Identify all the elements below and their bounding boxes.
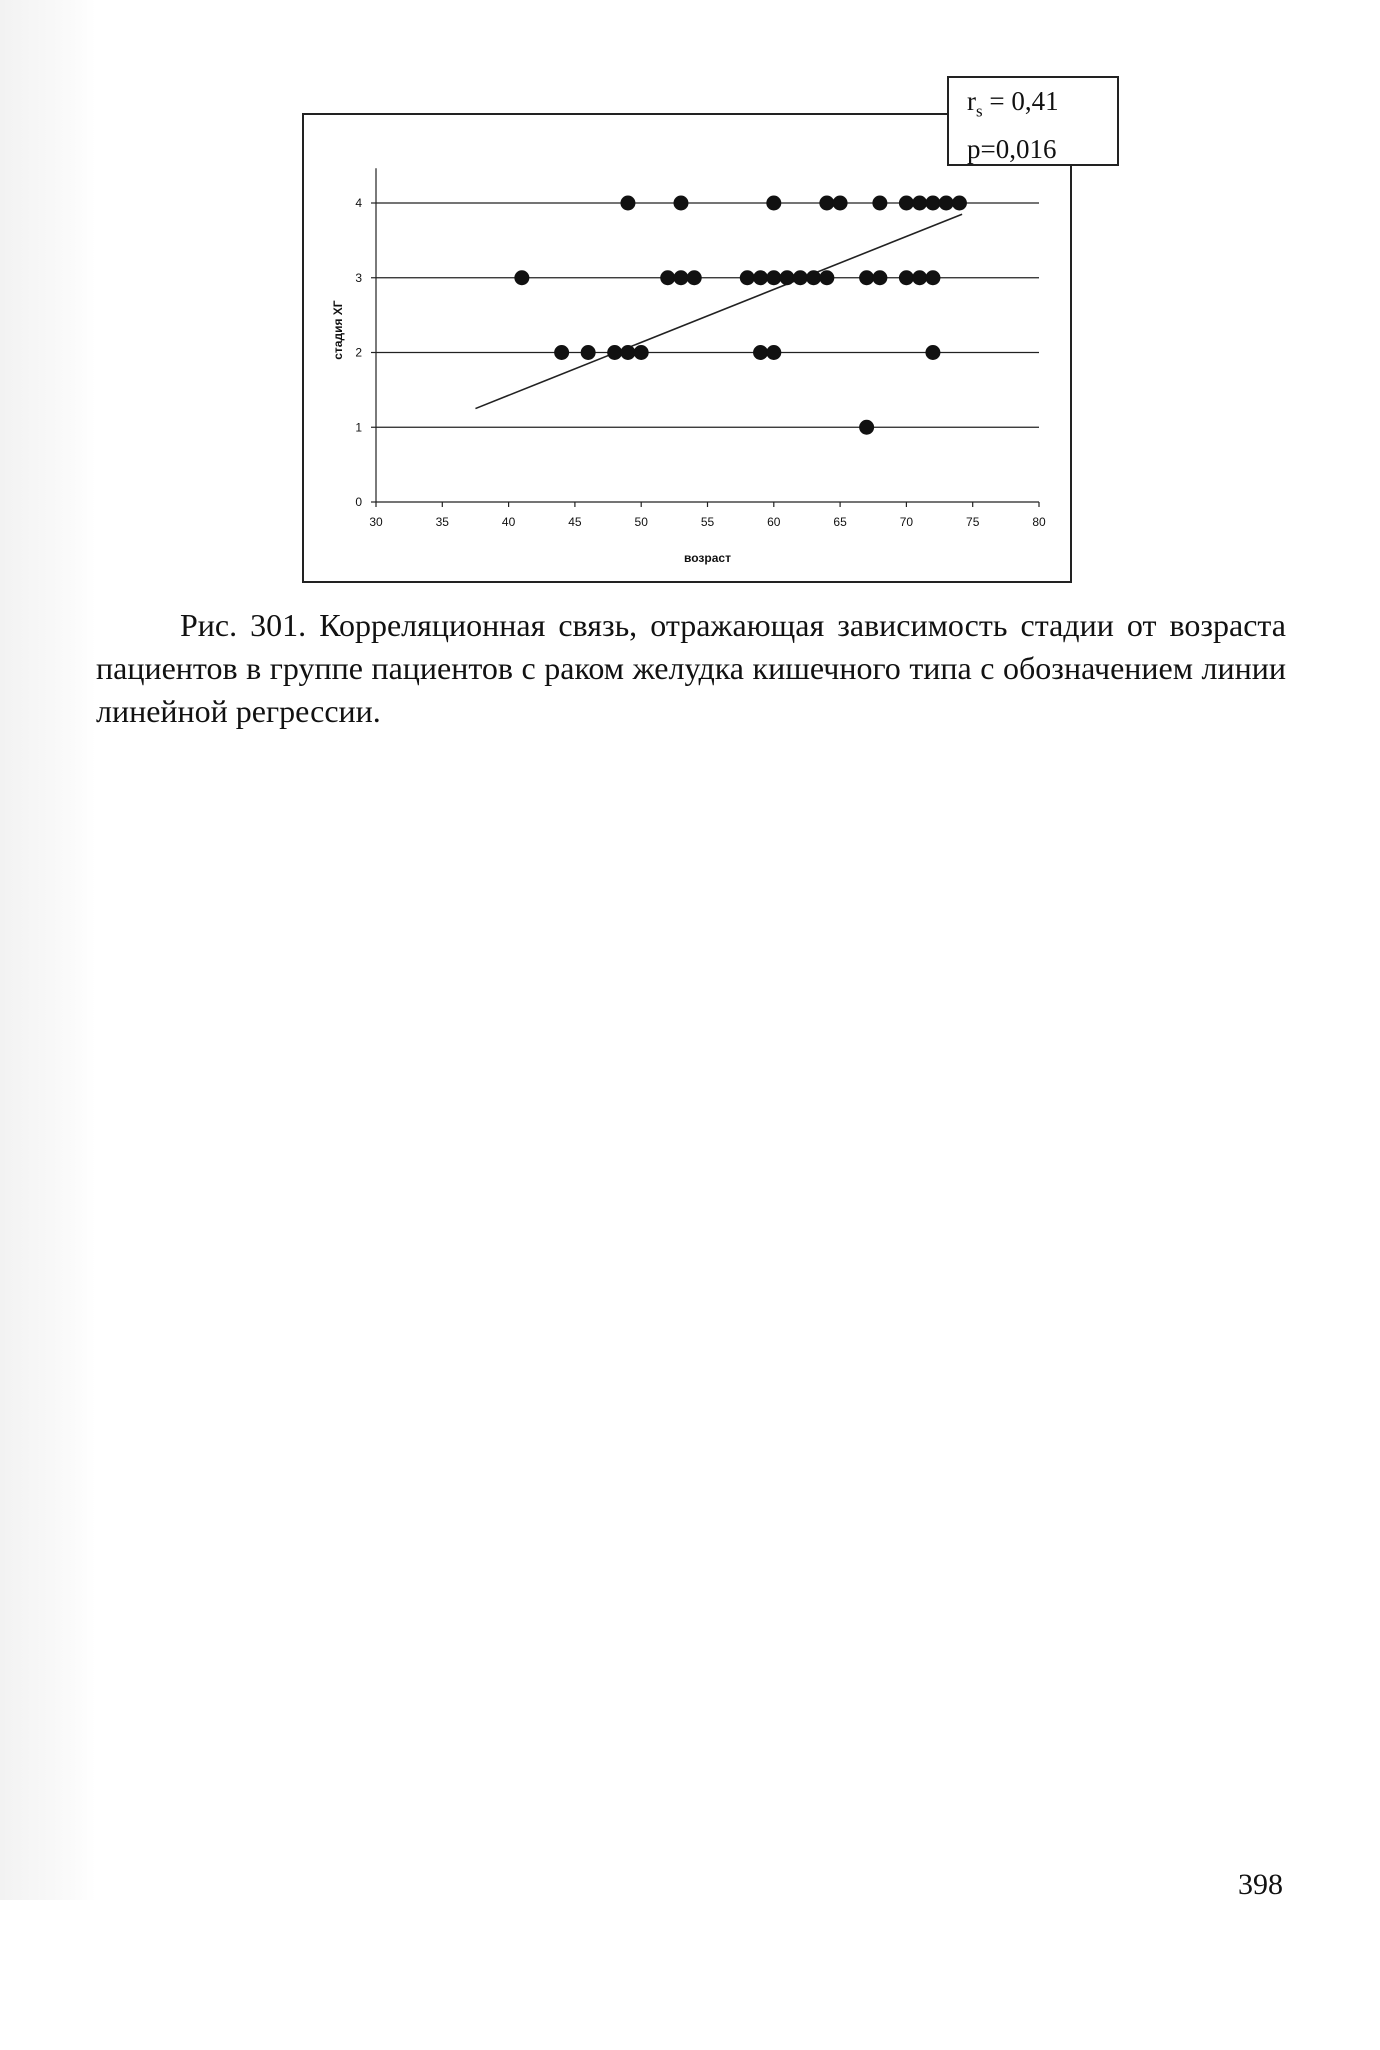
data-point: [806, 270, 821, 285]
data-point: [660, 270, 675, 285]
chart-plot: [304, 115, 1070, 581]
data-point: [872, 270, 887, 285]
data-point: [687, 270, 702, 285]
figure-caption: Рис. 301. Корреляционная связь, отражающая зависимость стадии от возраста пациентов в группе пациентов с раком желудка кишечного типа с обозначением линии линейной регрессии.: [96, 607, 1286, 729]
x-tick-label: 80: [1032, 515, 1046, 529]
scatter-chart: [302, 113, 1072, 583]
data-point: [740, 270, 755, 285]
data-point: [872, 196, 887, 211]
data-point: [753, 345, 768, 360]
data-point: [925, 270, 940, 285]
rs-symbol: r: [967, 86, 976, 116]
data-point: [833, 196, 848, 211]
regression-line: [475, 214, 962, 408]
data-point: [673, 196, 688, 211]
x-tick-label: 70: [899, 515, 914, 529]
p-value: p=0,016: [967, 134, 1057, 165]
data-point: [780, 270, 795, 285]
y-axis-label: стадия ХГ: [331, 300, 345, 360]
x-tick-label: 55: [700, 515, 715, 529]
data-point: [620, 196, 635, 211]
data-point: [766, 345, 781, 360]
x-tick-label: 40: [501, 515, 516, 529]
x-tick-label: 35: [435, 515, 449, 529]
data-point: [581, 345, 596, 360]
x-axis-label: возраст: [684, 551, 731, 565]
x-tick-label: 45: [568, 515, 582, 529]
y-tick-label: 4: [355, 196, 362, 210]
data-point: [925, 345, 940, 360]
data-point: [899, 196, 914, 211]
data-point: [859, 420, 874, 435]
data-point: [766, 196, 781, 211]
correlation-stats-box: [947, 76, 1119, 166]
data-point: [607, 345, 622, 360]
page-number: 398: [1238, 1868, 1283, 1901]
x-tick-label: 65: [833, 515, 847, 529]
data-point: [952, 196, 967, 211]
x-tick-label: 30: [369, 515, 383, 529]
x-tick-label: 60: [767, 515, 781, 529]
data-point: [939, 196, 954, 211]
data-point: [634, 345, 649, 360]
y-tick-label: 1: [355, 420, 362, 435]
rs-line: [967, 82, 1117, 130]
data-point: [753, 270, 768, 285]
data-point: [766, 270, 781, 285]
data-point: [859, 270, 874, 285]
data-point: [925, 196, 940, 211]
data-point: [899, 270, 914, 285]
y-tick-label: 0: [355, 495, 362, 509]
data-point: [819, 196, 834, 211]
data-point: [673, 270, 688, 285]
data-point: [912, 270, 927, 285]
y-tick-label: 2: [355, 345, 362, 360]
x-tick-label: 75: [966, 515, 980, 529]
data-point: [554, 345, 569, 360]
x-tick-label: 50: [634, 515, 648, 529]
data-point: [912, 196, 927, 211]
page-shade: [0, 0, 96, 1900]
y-tick-label: 3: [355, 270, 362, 285]
data-point: [793, 270, 808, 285]
rs-value: = 0,41: [982, 86, 1059, 116]
data-point: [620, 345, 635, 360]
data-point: [514, 270, 529, 285]
rs-subscript: s: [976, 101, 983, 121]
data-point: [819, 270, 834, 285]
